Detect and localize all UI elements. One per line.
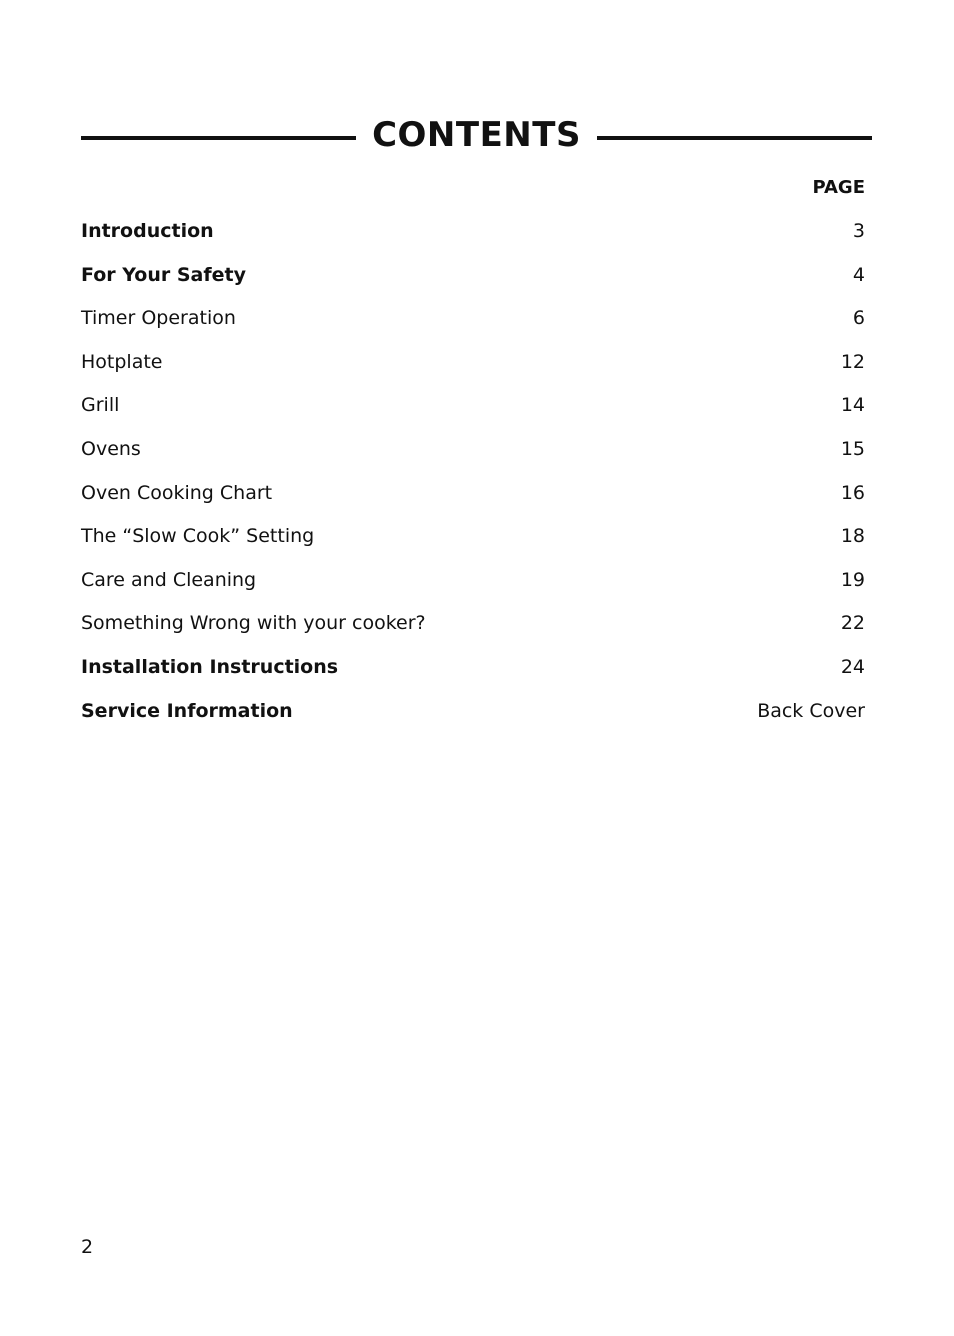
toc-entry bbox=[81, 349, 865, 393]
toc-entry-page: 18 bbox=[840, 525, 865, 548]
toc-entry-title: Grill bbox=[81, 394, 120, 417]
toc-entry bbox=[81, 698, 865, 742]
toc-entry bbox=[81, 305, 865, 349]
toc-entry-page: 12 bbox=[840, 350, 865, 373]
toc-entry-page: 14 bbox=[840, 394, 865, 417]
toc-entry-title: Care and Cleaning bbox=[81, 568, 257, 591]
toc-entry-page: 24 bbox=[840, 655, 865, 678]
toc-entry-page: 19 bbox=[840, 568, 865, 591]
toc-entry bbox=[81, 654, 865, 698]
toc-entry-title: Timer Operation bbox=[81, 307, 236, 330]
title-rule-right bbox=[597, 136, 872, 140]
toc-entry bbox=[81, 392, 865, 436]
toc-entry bbox=[81, 610, 865, 654]
page-column-label: PAGE bbox=[812, 177, 865, 198]
toc-entry bbox=[81, 262, 865, 306]
toc-entry bbox=[81, 436, 865, 480]
toc-entry bbox=[81, 480, 865, 524]
toc-entry bbox=[81, 218, 865, 262]
toc-entry bbox=[81, 567, 865, 611]
toc-entry-page: 4 bbox=[852, 263, 865, 286]
table-of-contents bbox=[81, 218, 865, 741]
toc-entry-page: 3 bbox=[852, 220, 865, 242]
toc-entry-page: 6 bbox=[852, 307, 865, 330]
toc-entry-title: Something Wrong with your cooker? bbox=[81, 612, 426, 635]
page-number: 2 bbox=[81, 1236, 94, 1258]
toc-entry-title: Hotplate bbox=[81, 350, 163, 373]
toc-entry-title: For Your Safety bbox=[81, 263, 246, 286]
toc-entry-title: Oven Cooking Chart bbox=[81, 481, 273, 504]
toc-entry bbox=[81, 523, 865, 567]
toc-entry-title: Service Information bbox=[81, 699, 293, 722]
toc-entry-page: Back Cover bbox=[757, 699, 865, 722]
toc-entry-page: 16 bbox=[840, 481, 865, 504]
toc-entry-title: The “Slow Cook” Setting bbox=[81, 525, 315, 548]
toc-entry-title: Installation Instructions bbox=[81, 655, 339, 678]
toc-entry-page: 22 bbox=[840, 612, 865, 635]
title-rule-left bbox=[81, 136, 356, 140]
title-row bbox=[81, 112, 872, 158]
toc-entry-title: Introduction bbox=[81, 220, 214, 242]
toc-entry-page: 15 bbox=[840, 437, 865, 460]
page-title: CONTENTS bbox=[372, 115, 581, 155]
toc-entry-title: Ovens bbox=[81, 437, 141, 460]
